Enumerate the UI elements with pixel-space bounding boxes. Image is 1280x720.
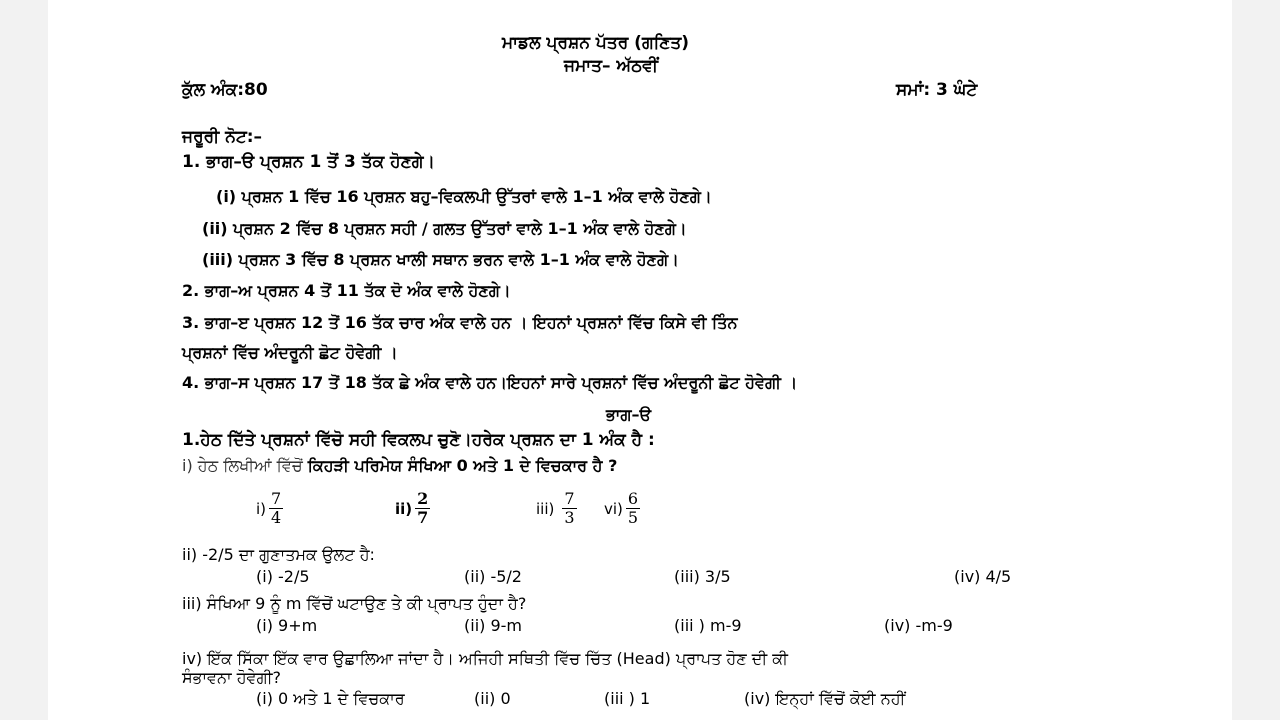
note-3-line-2: ਪ੍ਰਸ਼ਨਾਂ ਵਿੱਚ ਅੰਦਰੂਨੀ ਛੋਟ ਹੋਵੇਗੀ । xyxy=(182,343,398,362)
time-allowed: ਸਮਾਂ: 3 ਘੰਟੇ xyxy=(896,80,978,100)
document-page xyxy=(48,0,1232,720)
note-1: 1. ਭਾਗ–ੳ ਪ੍ਰਸ਼ਨ 1 ਤੋਂ 3 ਤੱਕ ਹੋਣਗੇ। xyxy=(182,152,435,172)
q1-option-1-numerator: 7 xyxy=(271,489,282,508)
paper-title: ਮਾਡਲ ਪ੍ਰਸ਼ਨ ਪੱਤਰ (ਗਣਿਤ) xyxy=(502,33,689,53)
note-2: 2. ਭਾਗ–ਅ ਪ੍ਰਸ਼ਨ 4 ਤੋਂ 11 ਤੱਕ ਦੋ ਅੰਕ ਵਾਲੇ ਹੋਣਗੇ। xyxy=(182,281,511,300)
q2-option-1: (i) -2/5 xyxy=(256,567,310,586)
q1-option-1-label: i) xyxy=(256,499,267,518)
q3-option-2: (ii) 9-m xyxy=(464,616,522,635)
q3-option-3: (iii ) m-9 xyxy=(674,616,742,635)
question-4-line-2: ਸੰਭਾਵਨਾ ਹੋਵੇਗੀ? xyxy=(182,668,282,687)
question-3: iii) ਸੰਖਿਆ 9 ਨੂੰ m ਵਿੱਚੋਂ ਘਟਾਉਣ ਤੇ ਕੀ ਪ੍ਰਾਪਤ ਹੁੰਦਾ ਹੈ? xyxy=(182,594,527,613)
q2-option-4: (iv) 4/5 xyxy=(954,567,1012,586)
q1-option-2-label: ii) xyxy=(395,499,413,518)
question-1-bold: ਕਿਹੜੀ ਪਰਿਮੇਯ ਸੰਖਿਆ 0 ਅਤੇ 1 ਦੇ ਵਿਚਕਾਰ ਹੈ ? xyxy=(307,456,618,475)
q2-option-2: (ii) -5/2 xyxy=(464,567,522,586)
q1-option-3-denominator: 3 xyxy=(564,508,575,527)
q1-option-2-numerator: 2 xyxy=(417,489,429,508)
q4-option-4: (iv) ਇਨ੍ਹਾਂ ਵਿੱਚੋਂ ਕੋਈ ਨਹੀਂ xyxy=(744,689,906,708)
question-4-line-1: iv) ਇੱਕ ਸਿੱਕਾ ਇੱਕ ਵਾਰ ਉਛਾਲਿਆ ਜਾਂਦਾ ਹੈ। ਅਜਿਹੀ ਸਥਿਤੀ ਵਿੱਚ ਚਿੱਤ (Head) ਪ੍ਰਾਪਤ ਹੋਣ ਦੀ ਕੀ xyxy=(182,649,788,668)
q3-option-4: (iv) -m-9 xyxy=(884,616,953,635)
section-title: ਭਾਗ–ੳ xyxy=(606,405,652,424)
question-1-prefix: i) ਹੇਠ ਲਿਖੀਆਂ ਵਿੱਚੋਂ xyxy=(182,456,308,475)
q4-option-3: (iii ) 1 xyxy=(604,689,651,708)
notes-heading: ਜਰੂਰੀ ਨੋਟ:– xyxy=(182,127,263,147)
q1-option-4 xyxy=(604,490,640,527)
q1-option-2-denominator: 7 xyxy=(417,508,429,527)
q1-option-1-denominator: 4 xyxy=(271,508,282,527)
note-3-line-1: 3. ਭਾਗ–ੲ ਪ੍ਰਸ਼ਨ 12 ਤੋਂ 16 ਤੱਕ ਚਾਰ ਅੰਕ ਵਾਲੇ ਹਨ । ਇਹਨਾਂ ਪ੍ਰਸ਼ਨਾਂ ਵਿੱਚ ਕਿਸੇ ਵੀ ਤਿੰਨ xyxy=(182,313,738,332)
note-4: 4. ਭਾਗ–ਸ ਪ੍ਰਸ਼ਨ 17 ਤੋਂ 18 ਤੱਕ ਛੇ ਅੰਕ ਵਾਲੇ ਹਨ।ਇਹਨਾਂ ਸਾਰੇ ਪ੍ਰਸ਼ਨਾਂ ਵਿੱਚ ਅੰਦਰੂਨੀ ਛੋਟ ਹੋਵੇਗੀ । xyxy=(182,373,798,392)
class-line: ਜਮਾਤ– ਅੱਠਵੀਂ xyxy=(564,56,658,76)
note-1-iii: (iii) ਪ੍ਰਸ਼ਨ 3 ਵਿੱਚ 8 ਪ੍ਰਸ਼ਨ ਖਾਲੀ ਸਥਾਨ ਭਰਨ ਵਾਲੇ 1–1 ਅੰਕ ਵਾਲੇ ਹੋਣਗੇ। xyxy=(202,250,679,269)
q1-option-3-label: iii) xyxy=(536,499,555,518)
section-instruction: 1.ਹੇਠ ਦਿੱਤੇ ਪ੍ਰਸ਼ਨਾਂ ਵਿੱਚੋ ਸਹੀ ਵਿਕਲਪ ਚੁਣੋ।ਹਰੇਕ ਪ੍ਰਸ਼ਨ ਦਾ 1 ਅੰਕ ਹੈ : xyxy=(182,430,655,450)
q1-option-3-numerator: 7 xyxy=(564,489,575,508)
note-1-i: (i) ਪ੍ਰਸ਼ਨ 1 ਵਿੱਚ 16 ਪ੍ਰਸ਼ਨ ਬਹੁ–ਵਿਕਲਪੀ ਉੱਤਰਾਂ ਵਾਲੇ 1–1 ਅੰਕ ਵਾਲੇ ਹੋਣਗੇ। xyxy=(216,187,712,206)
question-2: ii) -2/5 ਦਾ ਗੁਣਾਤਮਕ ਉਲਟ ਹੈ: xyxy=(182,545,375,564)
q4-option-2: (ii) 0 xyxy=(474,689,511,708)
total-marks: ਕੁੱਲ ਅੰਕ:80 xyxy=(182,80,268,100)
q2-option-3: (iii) 3/5 xyxy=(674,567,731,586)
question-1 xyxy=(182,456,617,476)
q1-option-1 xyxy=(256,490,283,527)
q1-option-2 xyxy=(395,490,430,527)
q1-option-4-numerator: 6 xyxy=(627,489,639,508)
q1-option-4-label: vi) xyxy=(604,499,623,518)
note-1-ii: (ii) ਪ੍ਰਸ਼ਨ 2 ਵਿੱਚ 8 ਪ੍ਰਸ਼ਨ ਸਹੀ / ਗਲਤ ਉੱਤਰਾਂ ਵਾਲੇ 1–1 ਅੰਕ ਵਾਲੇ ਹੋਣਗੇ। xyxy=(202,219,687,238)
q1-option-3 xyxy=(536,490,577,527)
q3-option-1: (i) 9+m xyxy=(256,616,318,635)
q4-option-1: (i) 0 ਅਤੇ 1 ਦੇ ਵਿਚਕਾਰ xyxy=(256,689,405,708)
q1-option-4-denominator: 5 xyxy=(627,508,639,527)
